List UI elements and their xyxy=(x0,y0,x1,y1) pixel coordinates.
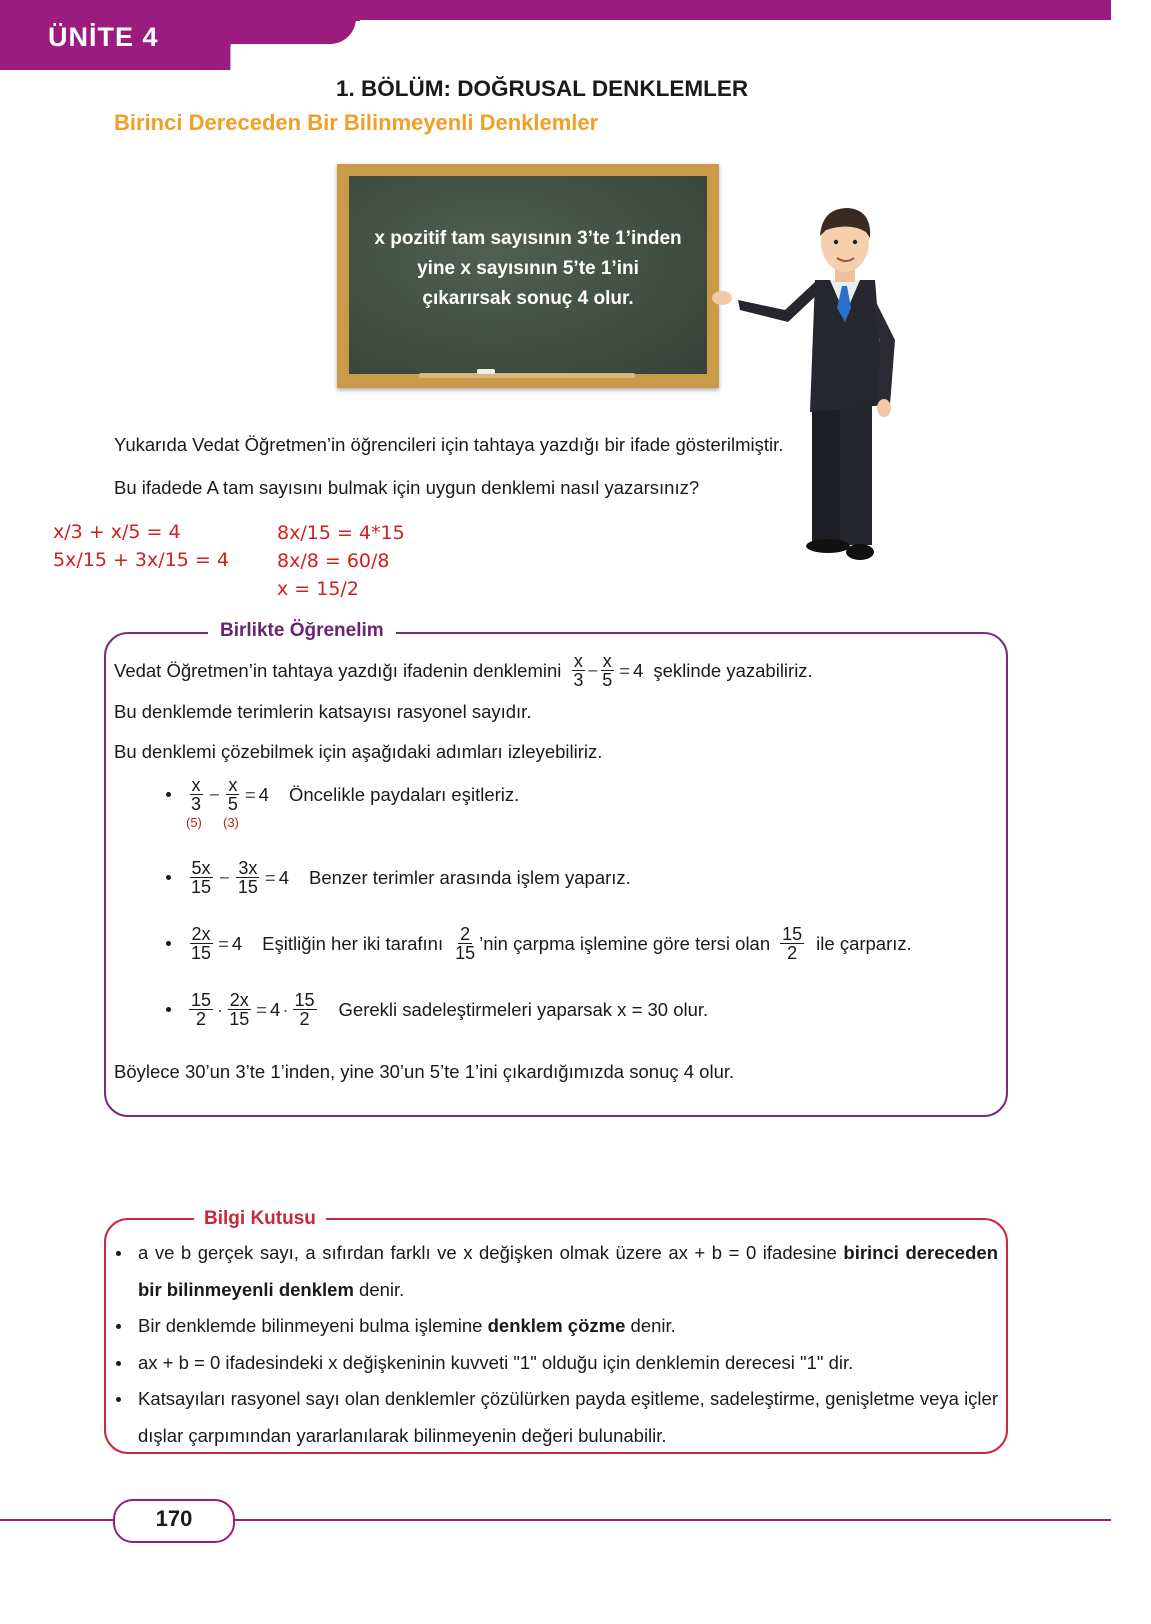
step-2: $\frac{5x}{15}$ − $\frac{3x}{15}$ = 4 Benzer terimler arasında işlem yaparız. xyxy=(166,859,631,896)
fraction: $\frac{x}{5}$ xyxy=(227,775,238,814)
step-2-text: Benzer terimler arasında işlem yaparız. xyxy=(308,866,631,888)
fraction: $\frac{15}{2}$ xyxy=(294,990,315,1029)
birlikte-p2: Bu denklemde terimlerin katsayısı rasyonel sayıdır. xyxy=(114,701,532,722)
chalk-tray xyxy=(419,373,635,378)
fraction: $\frac{3x}{15}$ xyxy=(237,858,258,897)
page-number: 170 xyxy=(155,1506,193,1531)
chalk-piece xyxy=(477,369,495,374)
bullet xyxy=(166,941,171,946)
expand-left: (5) xyxy=(186,815,202,830)
fraction: $\frac{2x}{15}$ xyxy=(229,990,250,1029)
fraction: $\frac{x}{3}$ xyxy=(191,775,202,814)
fraction: $\frac{15}{2}$ xyxy=(782,924,803,963)
handwritten-line: x = 15/2 xyxy=(277,578,359,600)
intro-line-1: Yukarıda Vedat Öğretmen’in öğrencileri için tahtaya yazdığı bir ifade gösterilmiştir. xyxy=(114,434,784,455)
chapter-title: 1. BÖLÜM: DOĞRUSAL DENKLEMLER xyxy=(336,76,749,101)
birlikte-title: Birlikte Öğrenelim xyxy=(208,620,396,642)
intro-line-2: Bu ifadede A tam sayısını bulmak için uygun denklemi nasıl yazarsınız? xyxy=(114,477,700,498)
chalkboard xyxy=(337,164,719,388)
handwritten-line: 8x/8 = 60/8 xyxy=(277,550,390,572)
bilgi-item: Katsayıları rasyonel sayı olan denklemler çözülürken payda eşitleme, sadeleştirme, genişletme veya içler dışlar çarpımından yararlanılarak bilinmeyenin değeri bulunabilir. xyxy=(114,1381,998,1454)
chalk-line-2: yine x sayısının 5’te 1’ini xyxy=(417,258,639,279)
chalk-line-3: çıkarırsak sonuç 4 olur. xyxy=(422,288,634,309)
section-subtitle: Birinci Dereceden Bir Bilinmeyenli Denklemler xyxy=(114,110,599,135)
fraction: $\frac{x}{5}$ xyxy=(602,651,613,690)
unit-label: ÜNİTE 4 xyxy=(48,22,159,52)
teacher-illustration xyxy=(700,200,920,570)
step-3: $\frac{2x}{15}$ = 4 Eşitliğin her iki tarafını $\frac{2}{15}$ ’nin çarpma işlemine göre tersi olan $\frac{15}{2}$ ile çarparız. xyxy=(166,925,912,962)
expand-right: (3) xyxy=(223,815,239,830)
step-4-text: Gerekli sadeleştirmeleri yaparsak x = 30 olur. xyxy=(338,998,709,1020)
step-3-text-a: Eşitliğin her iki tarafını xyxy=(262,932,444,954)
step-3-text-c: ile çarparız. xyxy=(816,932,912,954)
bullet xyxy=(166,875,171,880)
p1-post: şeklinde yazabiliriz. xyxy=(653,659,813,681)
bullet xyxy=(166,792,171,797)
bilgi-item: a ve b gerçek sayı, a sıfırdan farklı ve x değişken olmak üzere ax + b = 0 ifadesine birinci dereceden bir bilinmeyenli denklem denir. xyxy=(114,1235,998,1308)
fraction: $\frac{2}{15}$ xyxy=(455,924,476,963)
birlikte-p3: Bu denklemi çözebilmek için aşağıdaki adımları izleyebiliriz. xyxy=(114,741,603,762)
bilgi-list xyxy=(114,1235,998,1454)
birlikte-p1 xyxy=(114,652,813,689)
fraction: $\frac{5x}{15}$ xyxy=(191,858,212,897)
fraction: $\frac{2x}{15}$ xyxy=(191,924,212,963)
bilgi-item: ax + b = 0 ifadesindeki x değişkeninin kuvveti "1" olduğu için denklemin derecesi "1" dir. xyxy=(114,1345,998,1382)
equation-inline: $\frac{x}{3}$ − $\frac{x}{5}$ = 4 xyxy=(573,651,644,690)
unit-tab-ear xyxy=(220,18,356,44)
birlikte-conclusion: Böylece 30’un 3’te 1’inden, yine 30’un 5’te 1’ini çıkardığımızda sonuç 4 olur. xyxy=(114,1061,735,1082)
p1-pre: Vedat Öğretmen’in tahtaya yazdığı ifadenin denklemini xyxy=(114,659,562,681)
handwritten-left xyxy=(53,518,229,574)
bilgi-item: Bir denklemde bilinmeyeni bulma işlemine denklem çözme denir. xyxy=(114,1308,998,1345)
handwritten-line: 8x/15 = 4*15 xyxy=(277,522,405,544)
fraction: $\frac{15}{2}$ xyxy=(191,990,212,1029)
chalkboard-text xyxy=(349,224,707,314)
handwritten-right xyxy=(277,519,405,603)
bullet xyxy=(166,1007,171,1012)
step-4: $\frac{15}{2}$ · $\frac{2x}{15}$ = 4 · $\frac{15}{2}$ Gerekli sadeleştirmeleri yaparsak x = 30 olur. xyxy=(166,991,708,1028)
step-1: $\frac{x}{3}$ − $\frac{x}{5}$ = 4 Öncelikle paydaları eşitleriz. xyxy=(166,776,519,813)
bilgi-title: Bilgi Kutusu xyxy=(194,1208,326,1230)
handwritten-line: 5x/15 + 3x/15 = 4 xyxy=(53,549,229,571)
step-1-text: Öncelikle paydaları eşitleriz. xyxy=(288,783,520,805)
handwritten-line: x/3 + x/5 = 4 xyxy=(53,521,181,543)
chalk-line-1: x pozitif tam sayısının 3’te 1’inden xyxy=(374,228,682,249)
fraction: $\frac{x}{3}$ xyxy=(573,651,584,690)
step-3-text-b: ’nin çarpma işlemine göre tersi olan xyxy=(479,932,771,954)
